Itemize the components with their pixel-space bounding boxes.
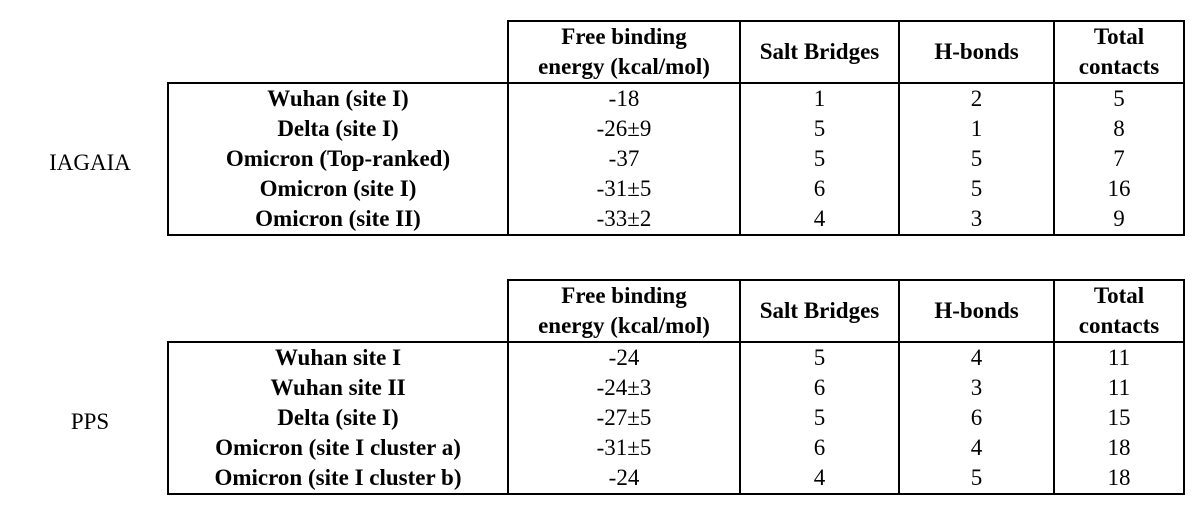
salt-bridges-cell: 6: [740, 174, 899, 204]
total-contacts-cell: 11: [1054, 342, 1184, 373]
total-contacts-cell: 18: [1054, 463, 1184, 494]
total-contacts-cell: 9: [1054, 204, 1184, 235]
table-row: [168, 83, 1184, 114]
table-row: [168, 342, 1184, 373]
table-row: [168, 114, 1184, 144]
h-bonds-cell: 4: [899, 433, 1054, 463]
header-salt-bridges: Salt Bridges: [740, 280, 899, 342]
header-h-bonds: H-bonds: [899, 280, 1054, 342]
h-bonds-cell: 1: [899, 114, 1054, 144]
table-row: [168, 463, 1184, 494]
header-total-contacts: [1054, 280, 1184, 342]
header-free-binding-energy: [508, 280, 740, 342]
row-name: Omicron (site I cluster b): [168, 463, 508, 494]
header-h-bonds: H-bonds: [899, 21, 1054, 83]
salt-bridges-cell: 5: [740, 403, 899, 433]
group-label-pps: PPS: [70, 409, 110, 434]
free-energy-cell: -37: [508, 144, 740, 174]
total-contacts-cell: 15: [1054, 403, 1184, 433]
salt-bridges-cell: 5: [740, 342, 899, 373]
row-name: Omicron (site I): [168, 174, 508, 204]
salt-bridges-cell: 6: [740, 373, 899, 403]
row-name: Omicron (site I cluster a): [168, 433, 508, 463]
table-row: [168, 433, 1184, 463]
header-free-binding-energy: [508, 21, 740, 83]
total-contacts-cell: 16: [1054, 174, 1184, 204]
salt-bridges-cell: 5: [740, 114, 899, 144]
free-energy-cell: -31±5: [508, 174, 740, 204]
table-row: [168, 204, 1184, 235]
table-row: [168, 373, 1184, 403]
header-blank: [168, 21, 508, 83]
row-name: Wuhan site I: [168, 342, 508, 373]
free-energy-cell: -24±3: [508, 373, 740, 403]
free-energy-cell: -18: [508, 83, 740, 114]
h-bonds-cell: 6: [899, 403, 1054, 433]
header-total-line1: Total: [1093, 24, 1145, 49]
total-contacts-cell: 5: [1054, 83, 1184, 114]
salt-bridges-cell: 4: [740, 463, 899, 494]
salt-bridges-cell: 4: [740, 204, 899, 235]
table-row: [168, 144, 1184, 174]
iagaia-table: [167, 20, 1185, 236]
header-free-binding-line2: energy (kcal/mol): [538, 54, 710, 79]
table-row: [168, 403, 1184, 433]
header-free-binding-line1: Free binding: [561, 24, 687, 49]
free-energy-cell: -33±2: [508, 204, 740, 235]
header-total-contacts: [1054, 21, 1184, 83]
table-row: [168, 174, 1184, 204]
row-name: Wuhan (site I): [168, 83, 508, 114]
total-contacts-cell: 7: [1054, 144, 1184, 174]
h-bonds-cell: 5: [899, 174, 1054, 204]
free-energy-cell: -27±5: [508, 403, 740, 433]
salt-bridges-cell: 6: [740, 433, 899, 463]
header-total-line1: Total: [1093, 283, 1145, 308]
pps-table: [167, 279, 1185, 495]
h-bonds-cell: 5: [899, 144, 1054, 174]
header-free-binding-line1: Free binding: [561, 283, 687, 308]
h-bonds-cell: 4: [899, 342, 1054, 373]
header-row: [168, 21, 1184, 83]
h-bonds-cell: 3: [899, 204, 1054, 235]
free-energy-cell: -24: [508, 342, 740, 373]
row-name: Omicron (Top-ranked): [168, 144, 508, 174]
free-energy-cell: -26±9: [508, 114, 740, 144]
header-salt-bridges: Salt Bridges: [740, 21, 899, 83]
salt-bridges-cell: 5: [740, 144, 899, 174]
free-energy-cell: -31±5: [508, 433, 740, 463]
row-name: Wuhan site II: [168, 373, 508, 403]
group-label-iagaia: IAGAIA: [49, 150, 131, 175]
header-free-binding-line2: energy (kcal/mol): [538, 313, 710, 338]
total-contacts-cell: 8: [1054, 114, 1184, 144]
row-name: Delta (site I): [168, 403, 508, 433]
free-energy-cell: -24: [508, 463, 740, 494]
header-row: [168, 280, 1184, 342]
row-name: Omicron (site II): [168, 204, 508, 235]
row-name: Delta (site I): [168, 114, 508, 144]
total-contacts-cell: 18: [1054, 433, 1184, 463]
h-bonds-cell: 3: [899, 373, 1054, 403]
header-blank: [168, 280, 508, 342]
h-bonds-cell: 2: [899, 83, 1054, 114]
total-contacts-cell: 11: [1054, 373, 1184, 403]
h-bonds-cell: 5: [899, 463, 1054, 494]
header-total-line2: contacts: [1078, 313, 1160, 338]
salt-bridges-cell: 1: [740, 83, 899, 114]
header-total-line2: contacts: [1078, 54, 1160, 79]
